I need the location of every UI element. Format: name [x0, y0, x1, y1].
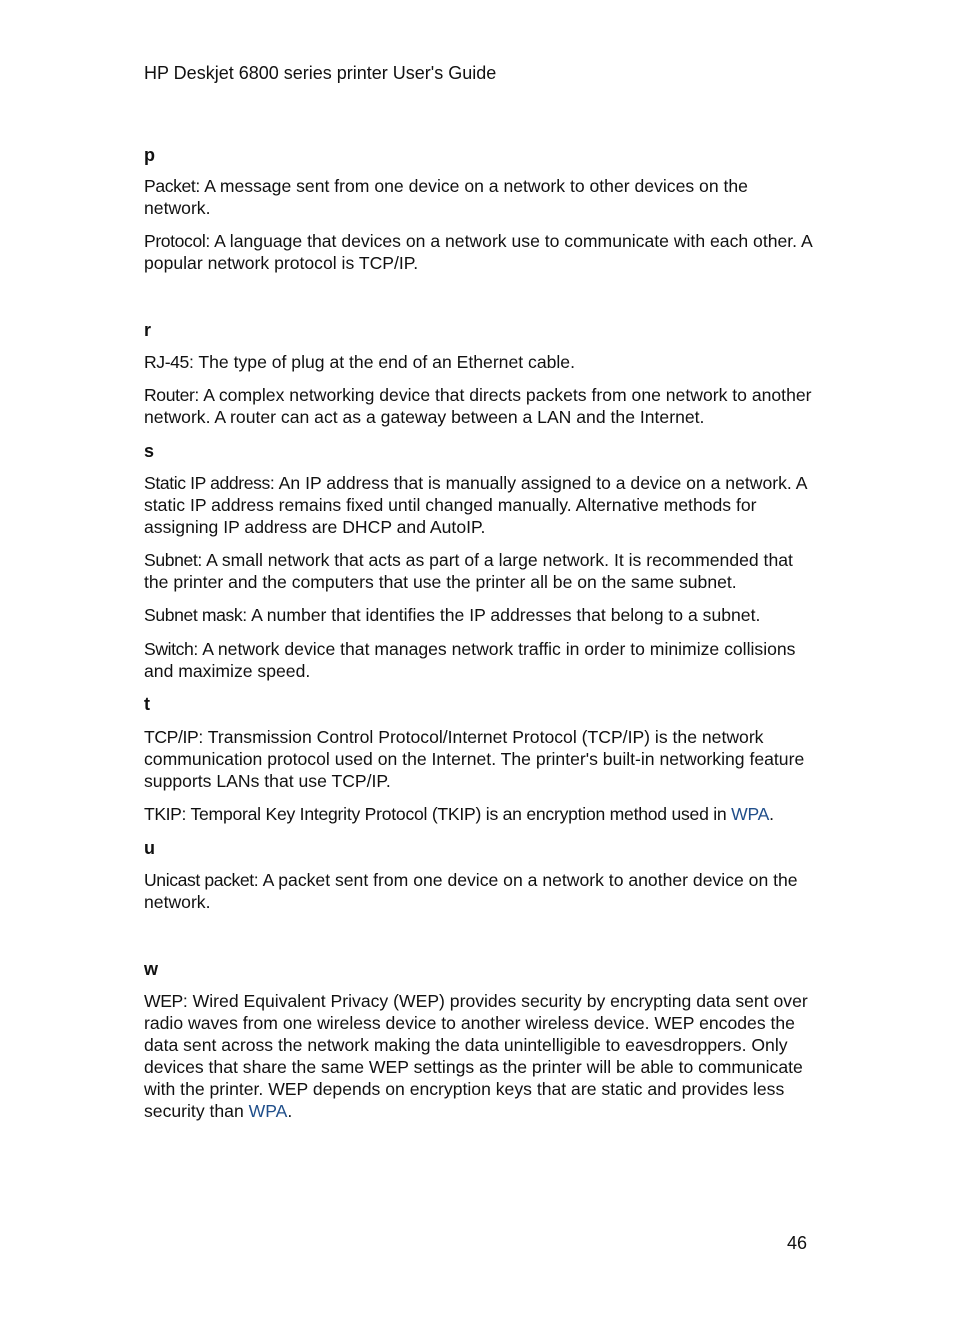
glossary-definition: : A number that identifies the IP addresses that belong to a subnet.: [242, 605, 761, 625]
glossary-entry-unicast-packet: [144, 869, 812, 913]
glossary-entry-tkip: [144, 803, 812, 825]
glossary-term: Switch: [144, 639, 194, 659]
glossary-definition: : Wired Equivalent Privacy (WEP) provides security by encrypting data sent over radio waves from one wireless device to another wireless device. WEP encodes the data sent across the network making the data unintelligible to eavesdroppers. Only devices that share the same WEP settings as the printer will be able to communicate with the printer. WEP depends on encryption keys that are static and provides less security than: [144, 991, 808, 1121]
glossary-term: TCP/IP: [144, 727, 199, 747]
glossary-term: Unicast packet: [144, 870, 254, 890]
glossary-term: Static IP address: [144, 473, 270, 493]
glossary-entry-rj45: [144, 351, 812, 373]
glossary-term: Protocol: [144, 231, 206, 251]
glossary-term: Subnet: [144, 550, 198, 570]
glossary-definition: : A complex networking device that directs packets from one network to another network. A router can act as a gateway between a LAN and the Internet.: [144, 385, 812, 427]
punctuation: .: [769, 804, 774, 824]
glossary-entry-packet: [144, 175, 812, 219]
page-header: HP Deskjet 6800 series printer User's Guide: [144, 63, 497, 83]
punctuation: .: [287, 1101, 293, 1121]
glossary-definition: : Transmission Control Protocol/Internet Protocol (TCP/IP) is the network communication protocol used on the Internet. The printer's built-in networking feature supports LANs that use TCP/IP.: [144, 727, 805, 791]
glossary-entry-protocol: [144, 230, 812, 274]
section-letter-w: w: [144, 959, 159, 979]
glossary-definition: : Temporal Key Integrity Protocol (TKIP) is an encryption method used in: [181, 804, 732, 824]
section-letter-r: r: [144, 320, 152, 340]
glossary-entry-tcpip: [144, 726, 812, 792]
glossary-entry-router: [144, 384, 812, 428]
glossary-entry-switch: [144, 638, 812, 682]
glossary-term: TKIP: [144, 804, 182, 824]
glossary-term: Subnet mask: [144, 605, 243, 625]
wpa-link[interactable]: WPA: [731, 804, 770, 824]
glossary-entry-static-ip: [144, 472, 812, 538]
glossary-term: RJ-45: [144, 352, 189, 372]
section-letter-s: s: [144, 441, 155, 461]
glossary-definition: : A small network that acts as part of a large network. It is recommended that the printer and the computers that use the printer all be on the same subnet.: [144, 550, 793, 592]
glossary-definition: : A message sent from one device on a network to other devices on the network.: [144, 176, 748, 218]
glossary-definition: : An IP address that is manually assigned to a device on a network. A static IP address remains fixed until changed manually. Alternative methods for assigning IP address are DHCP and AutoIP.: [144, 473, 807, 537]
section-letter-t: t: [144, 694, 150, 714]
glossary-definition: : A network device that manages network traffic in order to minimize collisions and maximize speed.: [144, 639, 796, 681]
wpa-link[interactable]: WPA: [248, 1101, 288, 1121]
glossary-term: Router: [144, 385, 195, 405]
page-number: 46: [787, 1233, 808, 1253]
glossary-entry-subnet-mask: [144, 604, 812, 626]
glossary-term: WEP: [144, 991, 183, 1011]
section-letter-p: p: [144, 145, 155, 165]
glossary-definition: : A language that devices on a network use to communicate with each other. A popular network protocol is TCP/IP.: [144, 231, 812, 273]
glossary-entry-wep: [144, 990, 812, 1122]
glossary-definition: : The type of plug at the end of an Ethernet cable.: [188, 352, 575, 372]
glossary-definition: : A packet sent from one device on a network to another device on the network.: [144, 870, 798, 912]
glossary-entry-subnet: [144, 549, 812, 593]
section-letter-u: u: [144, 838, 155, 858]
glossary-term: Packet: [144, 176, 196, 196]
